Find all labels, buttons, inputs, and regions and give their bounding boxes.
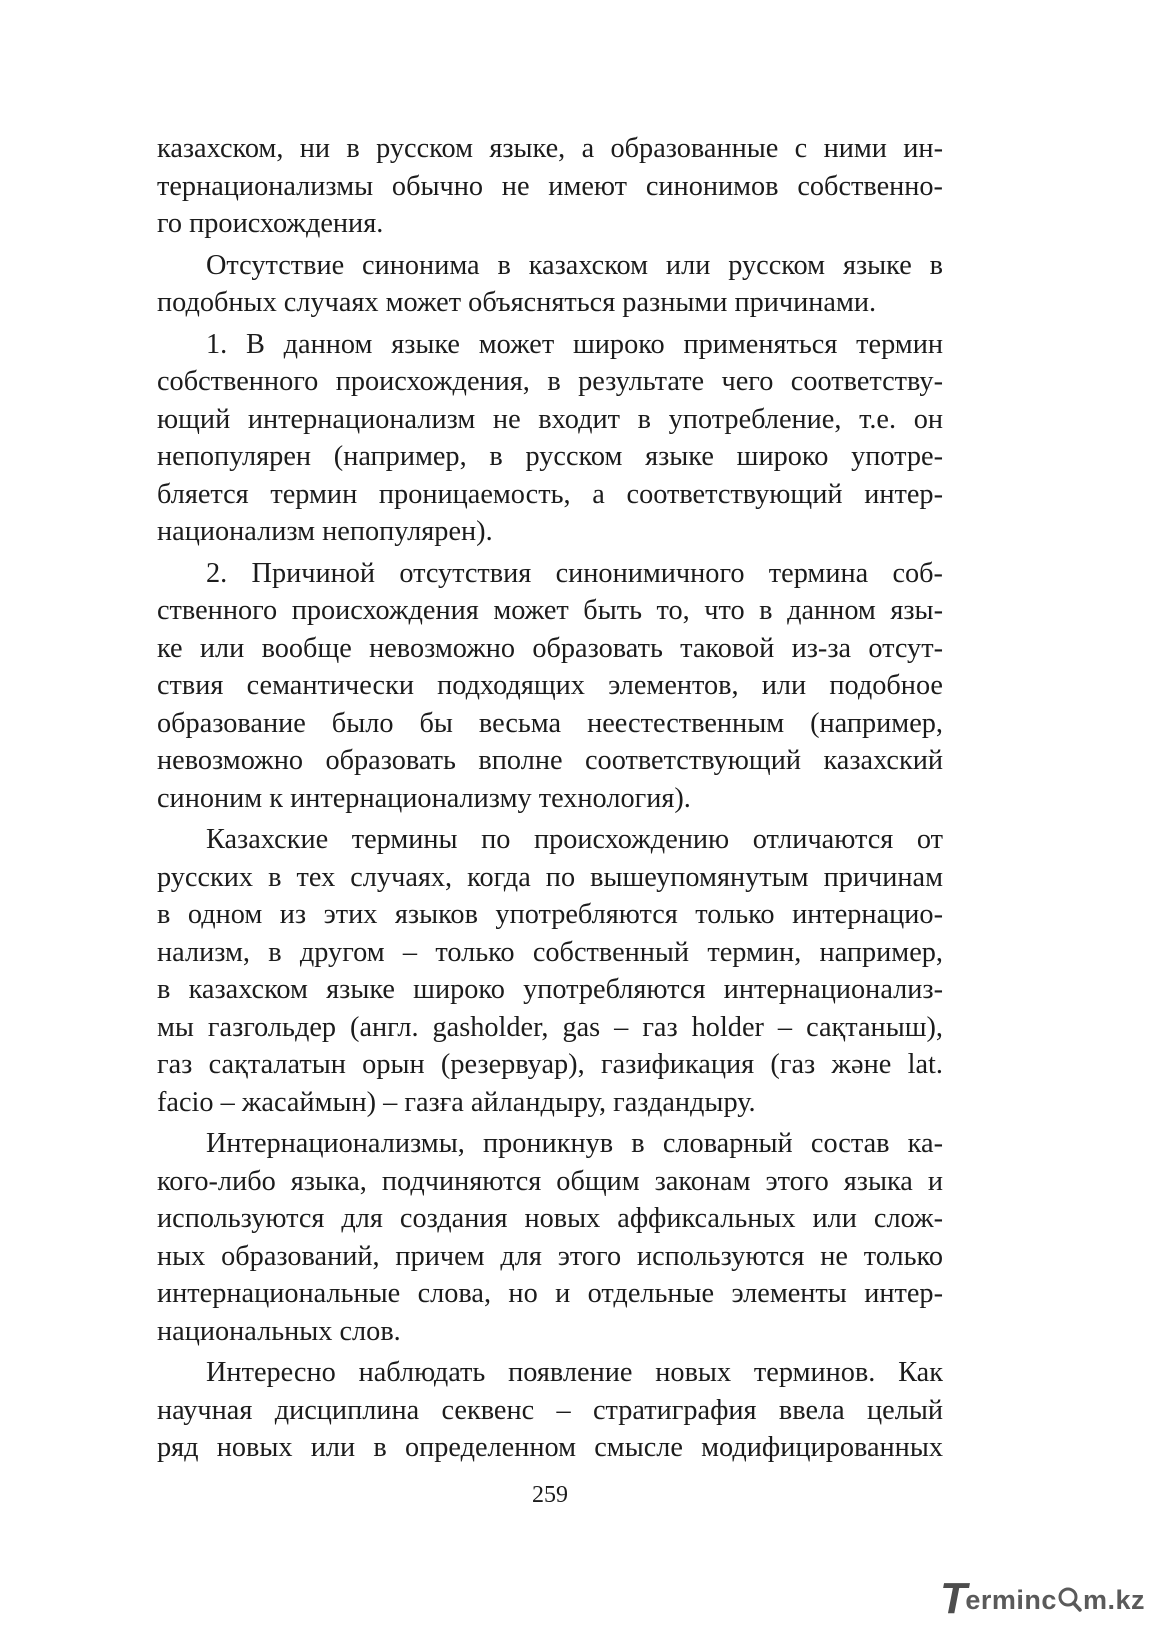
text-line: в одном из этих языков употребляются только интернацио- [157,899,943,930]
text-line: бляется термин проницаемость, а соответствующий интер- [157,478,943,510]
text-line: непопулярен (например, в русском языке широко употре- [157,441,943,472]
logo-middle: erminc [965,1585,1057,1615]
page-number: 259 [532,1482,568,1508]
text-line: го происхождения. [157,208,384,239]
text-line: ке или вообще невозможно образовать таковой из-за отсут- [157,632,943,664]
text-line: Интернационализмы, проникнув в словарный состав ка- [206,1128,943,1159]
text-line: русских в тех случаях, когда по вышеупомянутым причинам [157,861,943,893]
text-line: Казахские термины по происхождению отличаются от [206,824,943,855]
text-line: facio – жасаймын) – газға айландыру, газдандыру. [157,1086,756,1118]
text-line: кого-либо языка, подчиняются общим законам этого языка и [157,1165,943,1197]
text-line: газ сақталатын орын (резервуар), газификация (газ және lat. [157,1049,943,1080]
text-line: казахском, ни в русском языке, а образованные с ними ин- [157,133,943,164]
text-line: синоним к интернационализму технология). [157,782,691,814]
text-line: ряд новых или в определенном смысле модифицированных [157,1432,943,1463]
text-line: ющий интернационализм не входит в употребление, т.е. он [157,403,943,435]
text-line: нализм, в другом – только собственный термин, например, [157,936,943,968]
text-line: тернационализмы обычно не имеют синонимов собственно- [157,170,943,202]
text-line: интернациональные слова, но и отдельные элементы интер- [157,1278,943,1309]
text-line: образование было бы весьма неестественным (например, [157,707,943,739]
text-line: научная дисциплина секвенс – стратиграфия ввела целый [157,1394,943,1426]
text-line: используются для создания новых аффиксальных или слож- [157,1203,943,1234]
text-line: национальных слов. [157,1315,401,1347]
logo-end: m.kz [1082,1585,1145,1615]
body-text [157,130,943,1467]
text-line: 1. В данном языке может широко применяться термин [206,328,943,360]
text-line: в казахском языке широко употребляются интернационализ- [157,974,943,1005]
text-line: собственного происхождения, в результате чего соответству- [157,366,943,397]
text-line: 2. Причиной отсутствия синонимичного термина соб- [206,557,943,589]
logo-initial: T [940,1574,968,1623]
text-line: ных образований, причем для этого используются не только [157,1240,943,1272]
text-line: ственного происхождения может быть то, что в данном язы- [157,595,943,626]
text-line: национализм непопулярен). [157,516,493,547]
text-line: невозможно образовать вполне соответствующий казахский [157,745,943,776]
text-line: ствия семантически подходящих элементов, или подобное [157,670,943,701]
text-line: мы газгольдер (англ. gasholder, gas – газ holder – сақтаныш), [157,1011,943,1043]
text-line: Отсутствие синонима в казахском или русском языке в [206,249,943,281]
termincom-logo[interactable] [940,1573,1145,1621]
text-line: подобных случаях может объясняться разными причинами. [157,287,877,318]
magnifier-icon [1058,1585,1082,1621]
text-line: Интересно наблюдать появление новых терминов. Как [206,1357,943,1388]
